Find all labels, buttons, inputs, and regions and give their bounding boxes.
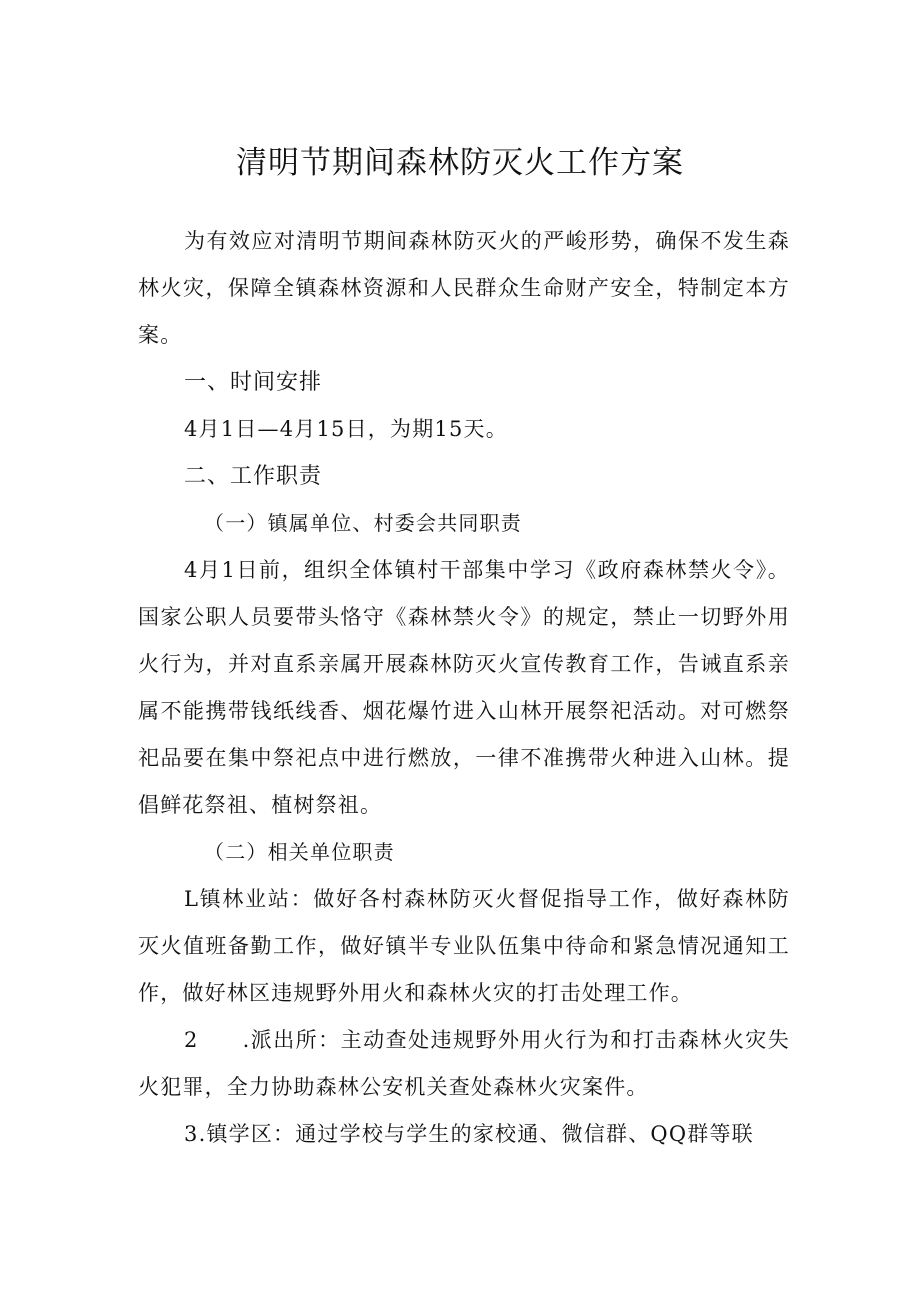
duty-item-1-text: 镇林业站：做好各村森林防灭火督促指导工作，做好森林防灭火值班备勤工作，做好镇半专业队伍集中待命和紧急情况通知工作，做好林区违规野外用火和森林火灾的打击处理工作。 xyxy=(138,887,790,1005)
subsection-2-heading: （二）相关单位职责 xyxy=(204,840,395,864)
section-1-heading: 一、时间安排 xyxy=(184,370,323,395)
document-body xyxy=(138,218,790,1158)
document-title: 清明节期间森林防灭火工作方案 xyxy=(236,145,684,181)
section-1-text: 4月1日—4月15日，为期15天。 xyxy=(184,417,508,441)
duty-item-3-text: .镇学区：通过学校与学生的家校通、微信群、QQ群等联 xyxy=(198,1122,754,1146)
duty-item-1 xyxy=(138,876,790,1017)
duty-item-3-number: 3 xyxy=(184,1122,199,1146)
subsection-1-heading: （一）镇属单位、村委会共同职责 xyxy=(204,511,522,535)
duty-item-1-number: L xyxy=(184,887,200,911)
duty-item-2 xyxy=(138,1017,790,1111)
duty-item-2-text: .派出所：主动查处违规野外用火行为和打击森林火灾失火犯罪，全力协助森林公安机关查处森林火灾案件。 xyxy=(138,1028,790,1099)
duty-item-2-number: 2 xyxy=(184,1028,199,1052)
section-2-heading: 二、工作职责 xyxy=(184,464,323,489)
subsection-1-text: 4月1日前，组织全体镇村干部集中学习《政府森林禁火令》。国家公职人员要带头恪守《森林禁火令》的规定，禁止一切野外用火行为，并对直系亲属开展森林防灭火宣传教育工作，告诫直系亲属不能携带钱纸线香、烟花爆竹进入山林开展祭祀活动。对可燃祭祀品要在集中祭祀点中进行燃放，一律不准携带火种进入山林。提倡鲜花祭祖、植树祭祖。 xyxy=(138,558,790,817)
intro-paragraph: 为有效应对清明节期间森林防灭火的严峻形势，确保不发生森林火灾，保障全镇森林资源和人民群众生命财产安全，特制定本方案。 xyxy=(138,229,790,347)
duty-item-3 xyxy=(138,1111,790,1158)
